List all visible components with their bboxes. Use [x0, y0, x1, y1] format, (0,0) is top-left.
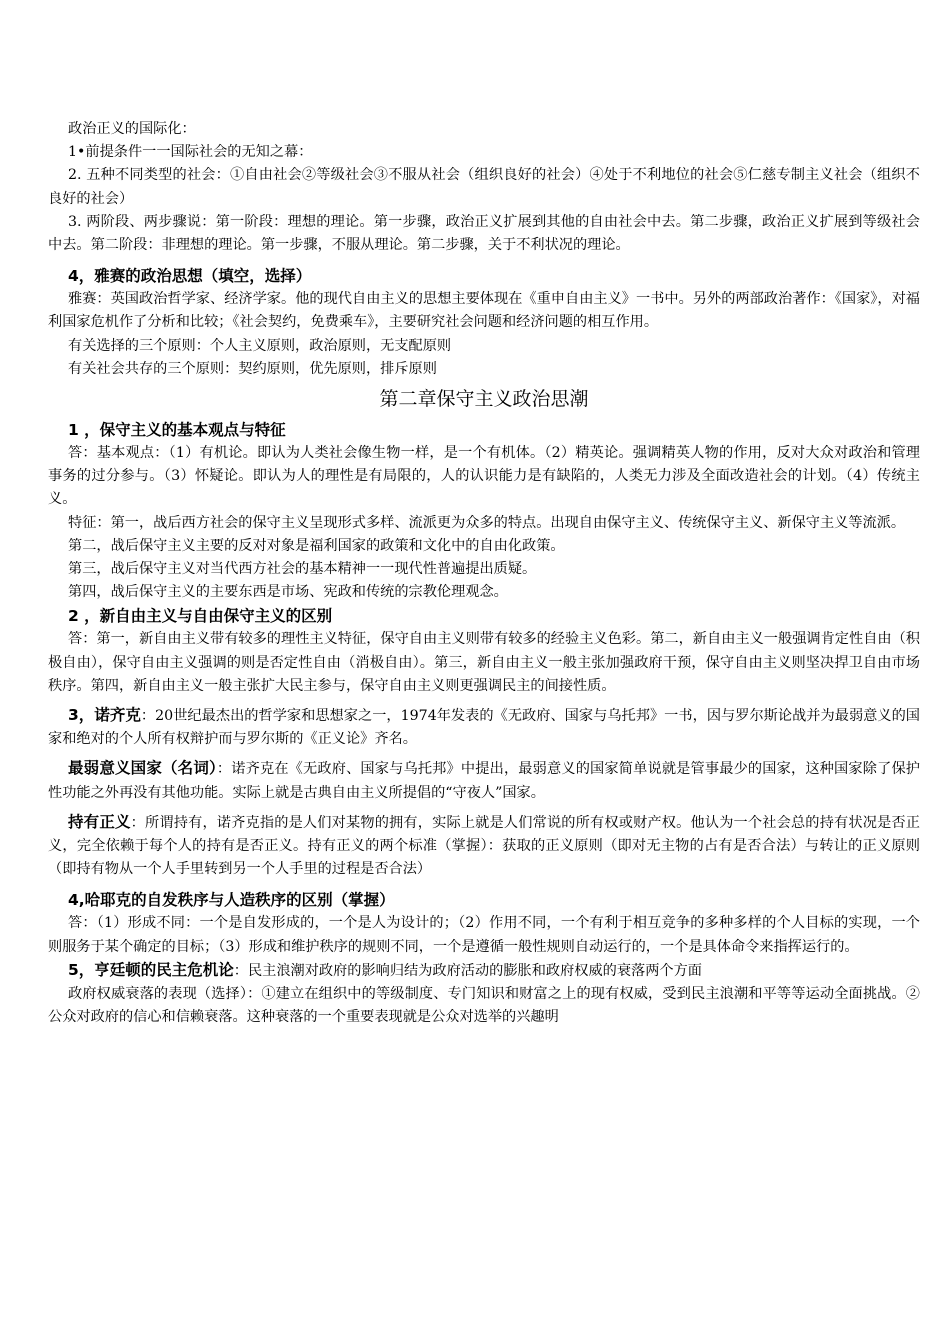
paragraph: 政治正义的国际化：	[68, 121, 196, 137]
term-paragraph	[48, 757, 920, 804]
section-heading: 2 ，新自由主义与自由保守主义的区别	[68, 607, 333, 626]
paragraph: 1•前提条件一一国际社会的无知之幕：	[68, 144, 313, 161]
term-lead: 5，亨廷顿的民主危机论	[68, 960, 234, 979]
term-paragraph	[48, 704, 920, 751]
document-page	[48, 118, 920, 1030]
term-text: ：民主浪潮对政府的影响归结为政府活动的膨胀和政府权威的衰落两个方面	[233, 962, 702, 979]
term-text: ：20世纪最杰出的哲学家和思想家之一，1974年发表的《无政府、国家与乌托邦》一书，因与罗尔斯论战并为最弱意义的国家和绝对的个人所有权辩护而与罗尔斯的《正义论》齐名。	[48, 708, 920, 748]
paragraph: 第四，战后保守主义的主要东西是市场、宪政和传统的宗教伦理观念。	[68, 584, 508, 601]
section-heading: 4，雅赛的政治思想（填空，选择）	[68, 267, 312, 286]
term-paragraph	[48, 811, 920, 882]
term-lead: 3，诺齐克	[68, 706, 141, 725]
paragraph: 雅赛：英国政治哲学家、经济学家。他的现代自由主义的思想主要体现在《重申自由主义》一书中。另外的两部政治著作：《国家》，对福利国家危机作了分析和比较；《社会契约，免费乘车》，主要研究社会问题和经济问题的相互作用。	[48, 291, 920, 331]
paragraph: 答：第一，新自由主义带有较多的理性主义特征，保守自由主义则带有较多的经验主义色彩。第二，新自由主义一般强调肯定性自由（积极自由），保守自由主义强调的则是否定性自由（消极自由）。第三，新自由主义一般主张加强政府干预，保守自由主义则坚决捍卫自由市场秩序。第四，新自由主义一般主张扩大民主参与，保守自由主义则更强调民主的间接性质。	[48, 631, 920, 694]
paragraph: 有关社会共存的三个原则：契约原则，优先原则，排斥原则	[68, 360, 437, 377]
term-lead: 最弱意义国家（名词）	[68, 759, 217, 778]
paragraph: 有关选择的三个原则：个人主义原则，政治原则，无支配原则	[68, 337, 452, 354]
term-text: ：所谓持有，诺齐克指的是人们对某物的拥有，实际上就是人们常说的所有权或财产权。他认为一个社会总的持有状况是否正义，完全依赖于每个人的持有是否正义。持有正义的两个标准（掌握）：获取的正义原则（即对无主物的占有是否合法）与转让的正义原则（即持有物从一个人手里转到另一个人手里的过程是否合法）	[48, 814, 920, 878]
term-paragraph	[48, 959, 920, 983]
term-lead: 持有正义	[68, 812, 131, 831]
term-text: ：诺齐克在《无政府、国家与乌托邦》中提出，最弱意义的国家简单说就是管事最少的国家，这种国家除了保护性功能之外再没有其他功能。实际上就是古典自由主义所提倡的“守夜人”国家。	[48, 761, 920, 801]
paragraph: 第二，战后保守主义主要的反对对象是福利国家的政策和文化中的自由化政策。	[68, 537, 565, 554]
paragraph: 答：基本观点：（1）有机论。即认为人类社会像生物一样，是一个有机体。（2）精英论。强调精英人物的作用，反对大众对政治和管理事务的过分参与。（3）怀疑论。即认为人的理性是有局限的，人的认识能力是有缺陷的，人类无力涉及全面改造社会的计划。（4）传统主义。	[48, 445, 920, 508]
section-heading: 1 ，保守主义的基本观点与特征	[68, 421, 286, 440]
paragraph: 第三，战后保守主义对当代西方社会的基本精神一一现代性普遍提出质疑。	[68, 561, 537, 578]
paragraph: 3. 两阶段、两步骤说：第一阶段：理想的理论。第一步骤，政治正义扩展到其他的自由社会中去。第二步骤，政治正义扩展到等级社会中去。第二阶段：非理想的理论。第一步骤，不服从理论。第二步骤，关于不利状况的理论。	[48, 213, 920, 254]
chapter-title: 第二章保守主义政治思潮	[379, 388, 589, 411]
paragraph: 答：（1）形成不同：一个是自发形成的，一个是人为设计的；（2）作用不同，一个有利于相互竞争的多种多样的个人目标的实现，一个则服务于某个确定的目标；（3）形成和维护秩序的规则不同，一个是遵循一般性规则自动运行的，一个是具体命令来指挥运行的。	[48, 915, 920, 955]
paragraph: 政府权威衰落的表现（选择）：①建立在组织中的等级制度、专门知识和财富之上的现有权威，受到民主浪潮和平等等运动全面挑战。②公众对政府的信心和信赖衰落。这种衰落的一个重要表现就是公众对选举的兴趣明	[48, 986, 920, 1026]
paragraph: 特征：第一，战后西方社会的保守主义呈现形式多样、流派更为众多的特点。出现自由保守主义、传统保守主义、新保守主义等流派。	[68, 514, 906, 531]
paragraph: 2. 五种不同类型的社会：①自由社会②等级社会③不服从社会（组织良好的社会）④处于不利地位的社会⑤仁慈专制主义社会（组织不良好的社会）	[48, 167, 920, 207]
section-heading: 4,哈耶克的自发秩序与人造秩序的区别（掌握）	[68, 891, 395, 910]
